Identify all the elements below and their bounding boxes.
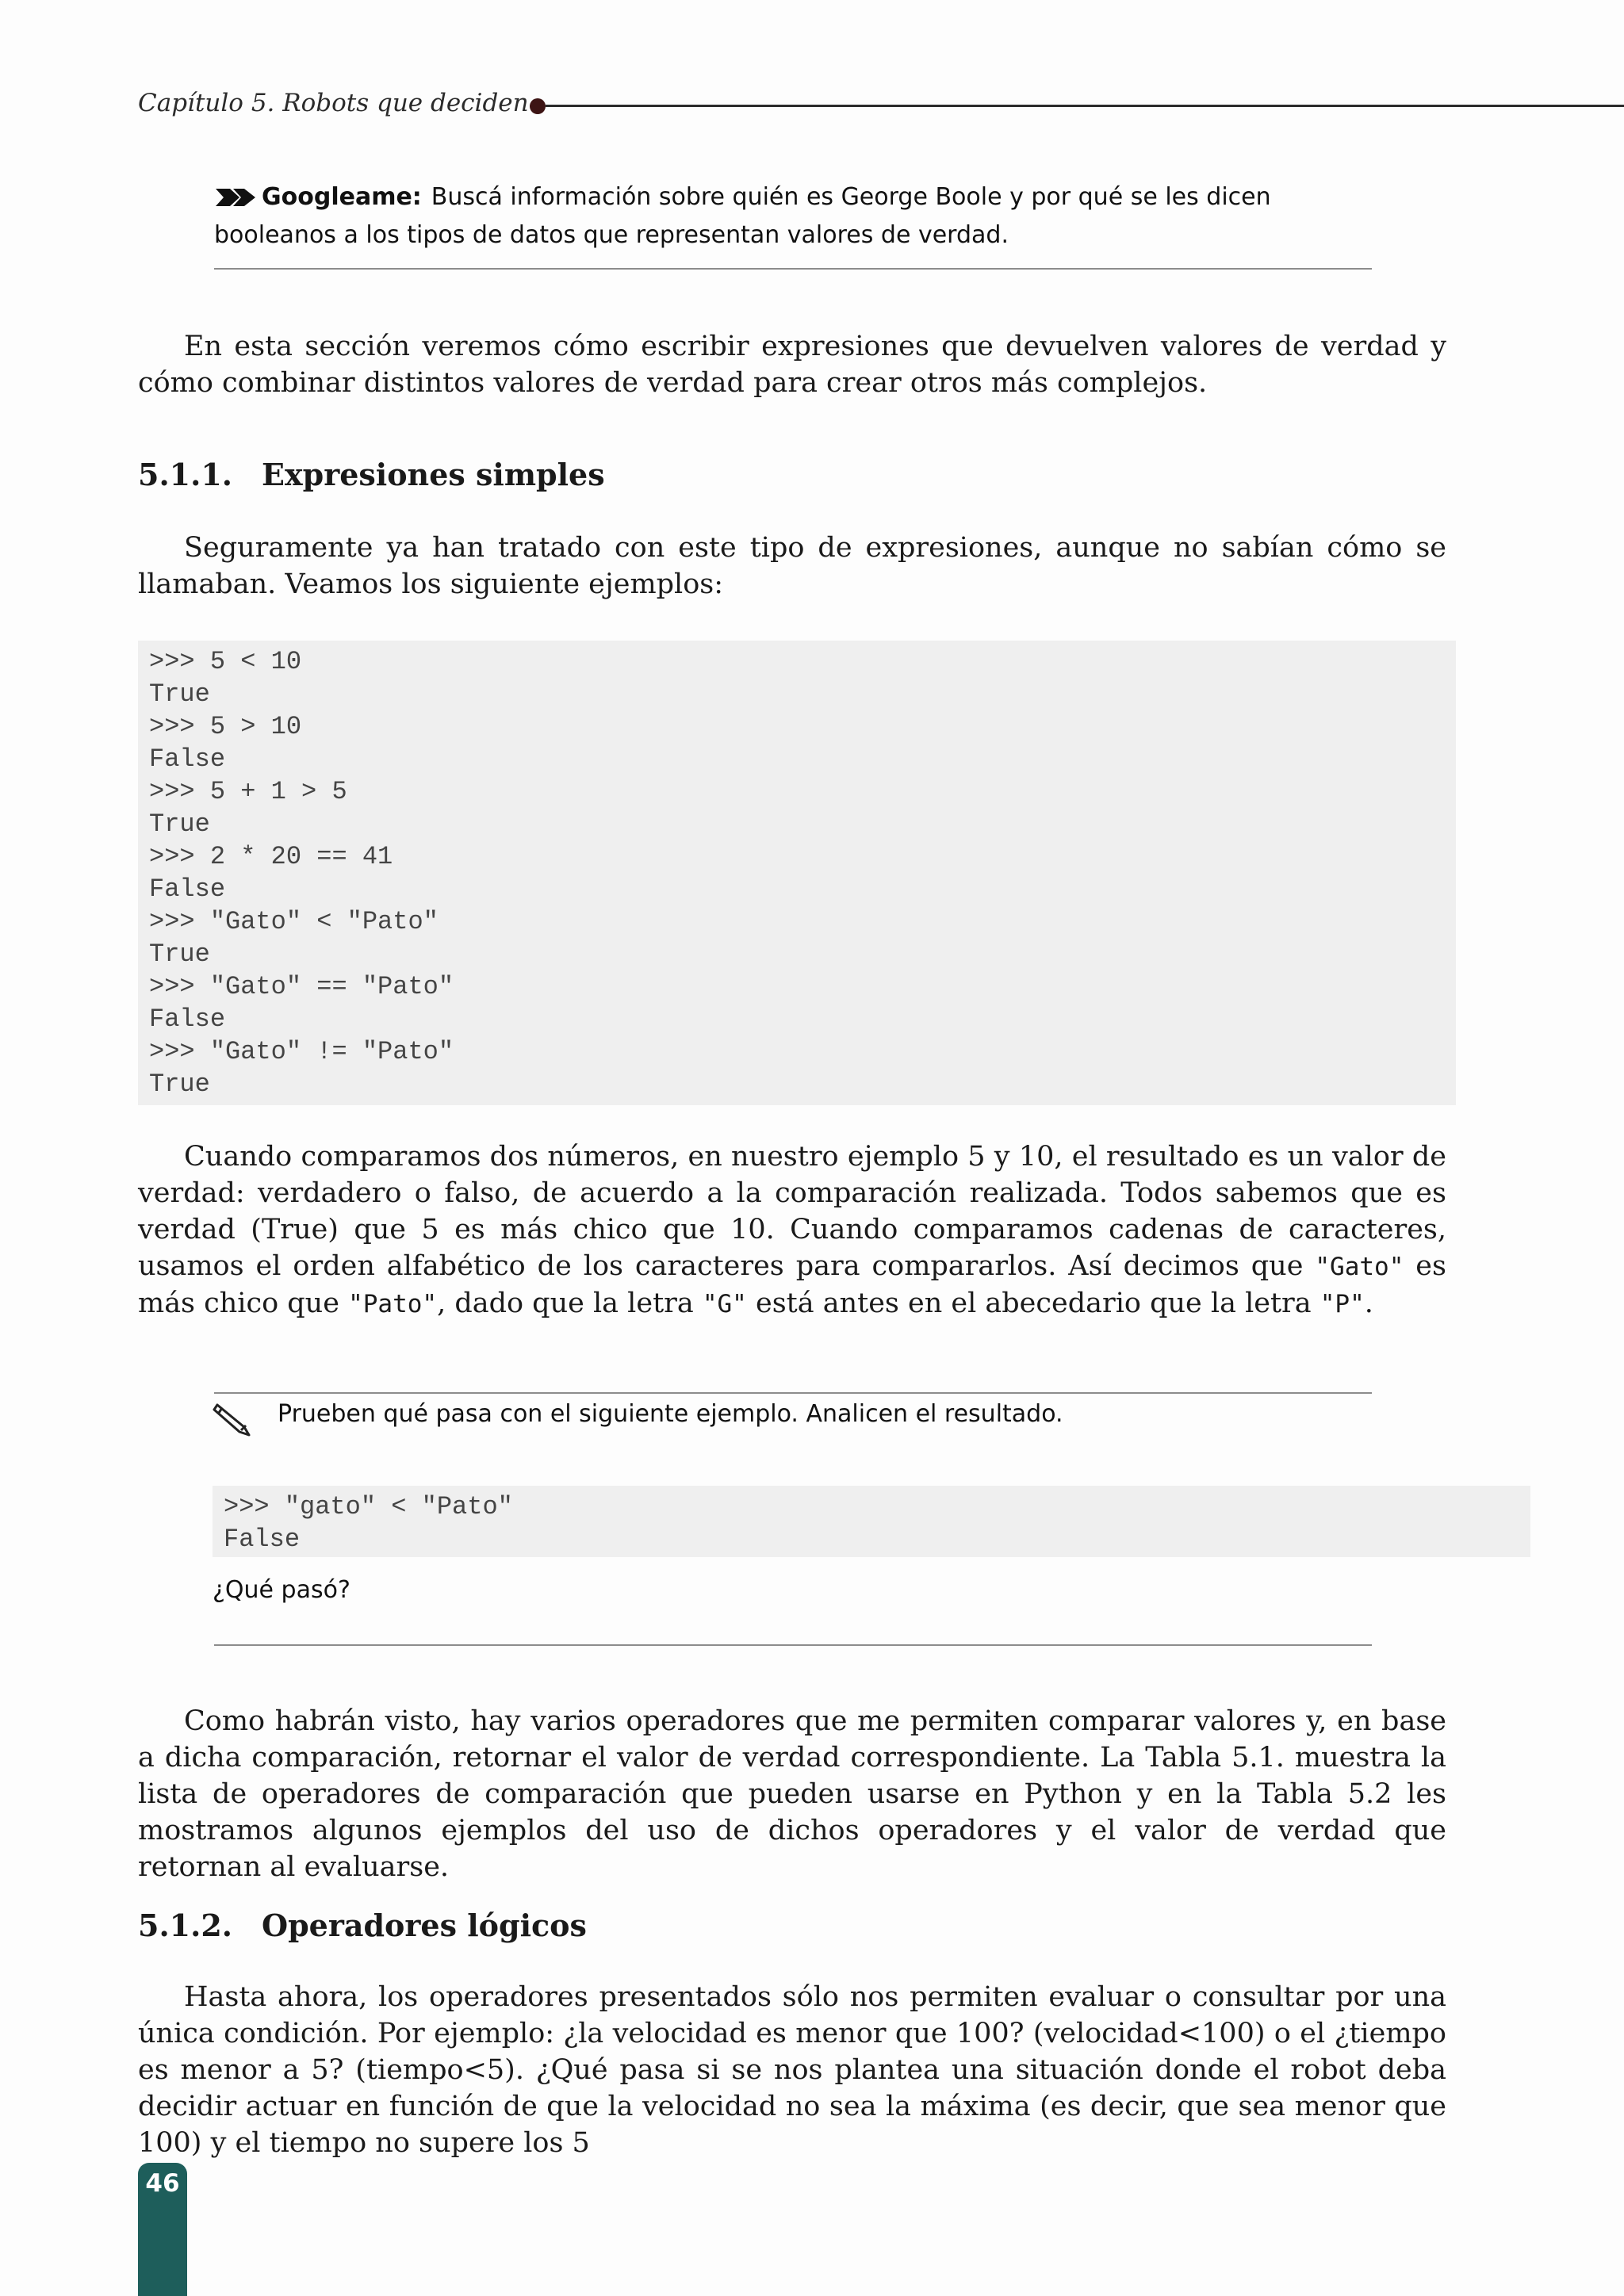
section1-paragraph-2: Cuando comparamos dos números, en nuestro ejemplo 5 y 10, el resultado es un valor de verdad: verdadero o falso, de acuerdo a la comparación realizada. Todos sabemos que es verdad (True) que 5 es más chico que 10. Cuando comparamos cadenas de caracteres, usamos el orden alfabético de los caracteres para compararlos. Así decimos que "Gato" es más chico que "Pato", dado que la letra "G" está antes en el abecedario que la letra "P". — [138, 1141, 1446, 1319]
code-line: >>> "Gato" < "Pato" — [149, 907, 439, 936]
section-title: Operadores lógicos — [262, 1908, 587, 1943]
inline-code-g: "G" — [702, 1290, 747, 1318]
googleame-divider — [214, 268, 1372, 270]
code-line: >>> 5 < 10 — [149, 647, 302, 676]
code-block-examples — [138, 641, 1456, 1105]
header-dot — [530, 98, 546, 114]
exercise-bottom-divider — [214, 1644, 1372, 1646]
code-line: >>> 2 * 20 == 41 — [149, 842, 393, 871]
code-line: >>> "Gato" != "Pato" — [149, 1037, 454, 1066]
inline-code-pato: "Pato" — [348, 1290, 438, 1318]
double-arrow-icon — [214, 186, 259, 219]
section-heading-expresiones-simples — [138, 457, 605, 492]
exercise-top-divider — [214, 1392, 1372, 1394]
section-number: 5.1.1. — [138, 457, 233, 492]
code-line: >>> "Gato" == "Pato" — [149, 972, 454, 1001]
page-number: 46 — [145, 2169, 180, 2198]
code-line: >>> "gato" < "Pato" — [224, 1492, 513, 1521]
section-title: Expresiones simples — [262, 457, 605, 492]
code-line: False — [224, 1525, 301, 1554]
exercise-question: ¿Qué pasó? — [213, 1576, 350, 1604]
code-line: True — [149, 1070, 210, 1099]
googleame-note — [214, 181, 1372, 252]
section-number: 5.1.2. — [138, 1908, 233, 1943]
code-line: False — [149, 1004, 226, 1034]
inline-code-gato: "Gato" — [1315, 1253, 1404, 1281]
operators-paragraph: Como habrán visto, hay varios operadores que me permiten comparar valores y, en base a dicha comparación, retornar el valor de verdad correspondiente. La Tabla 5.1. muestra la lista de operadores de comparación que pueden usarse en Python y en la Tabla 5.2 les mostramos algunos ejemplos del uso de dichos operadores y el valor de verdad que retornan al evaluarse. — [138, 1705, 1446, 1883]
code-line: True — [149, 809, 210, 839]
header-rule — [546, 105, 1624, 107]
inline-code-p: "P" — [1320, 1290, 1365, 1318]
code-line: True — [149, 679, 210, 709]
code-line: False — [149, 744, 226, 774]
code-line: True — [149, 939, 210, 969]
intro-paragraph: En esta sección veremos cómo escribir expresiones que devuelven valores de verdad y cómo combinar distintos valores de verdad para crear otros más complejos. — [138, 331, 1446, 399]
googleame-text: Buscá información sobre quién es George Boole y por qué se les dicen booleanos a los tipos de datos que representan valores de verdad. — [214, 183, 1271, 249]
chapter-header: Capítulo 5. Robots que deciden — [138, 89, 529, 117]
section-heading-operadores-logicos — [138, 1908, 587, 1943]
pencil-icon — [213, 1399, 254, 1440]
code-line: >>> 5 + 1 > 5 — [149, 777, 347, 806]
exercise-instruction: Prueben qué pasa con el siguiente ejemplo. Analicen el resultado. — [278, 1400, 1063, 1428]
code-line: >>> 5 > 10 — [149, 712, 302, 741]
section1-paragraph-1: Seguramente ya han tratado con este tipo de expresiones, aunque no sabían cómo se llamaban. Veamos los siguiente ejemplos: — [138, 532, 1446, 600]
code-block-exercise — [213, 1486, 1530, 1557]
googleame-label: Googleame: — [262, 183, 422, 211]
code-line: False — [149, 874, 226, 904]
section2-paragraph-1: Hasta ahora, los operadores presentados sólo nos permiten evaluar o consultar por una única condición. Por ejemplo: ¿la velocidad es menor que 100? (velocidad<100) o el ¿tiempo es menor a 5? (tiempo<5). ¿Qué pasa si se nos plantea una situación donde el robot deba decidir actuar en función de que la velocidad no sea la máxima (es decir, que sea menor que 100) y el tiempo no supere los 5 — [138, 1981, 1446, 2159]
